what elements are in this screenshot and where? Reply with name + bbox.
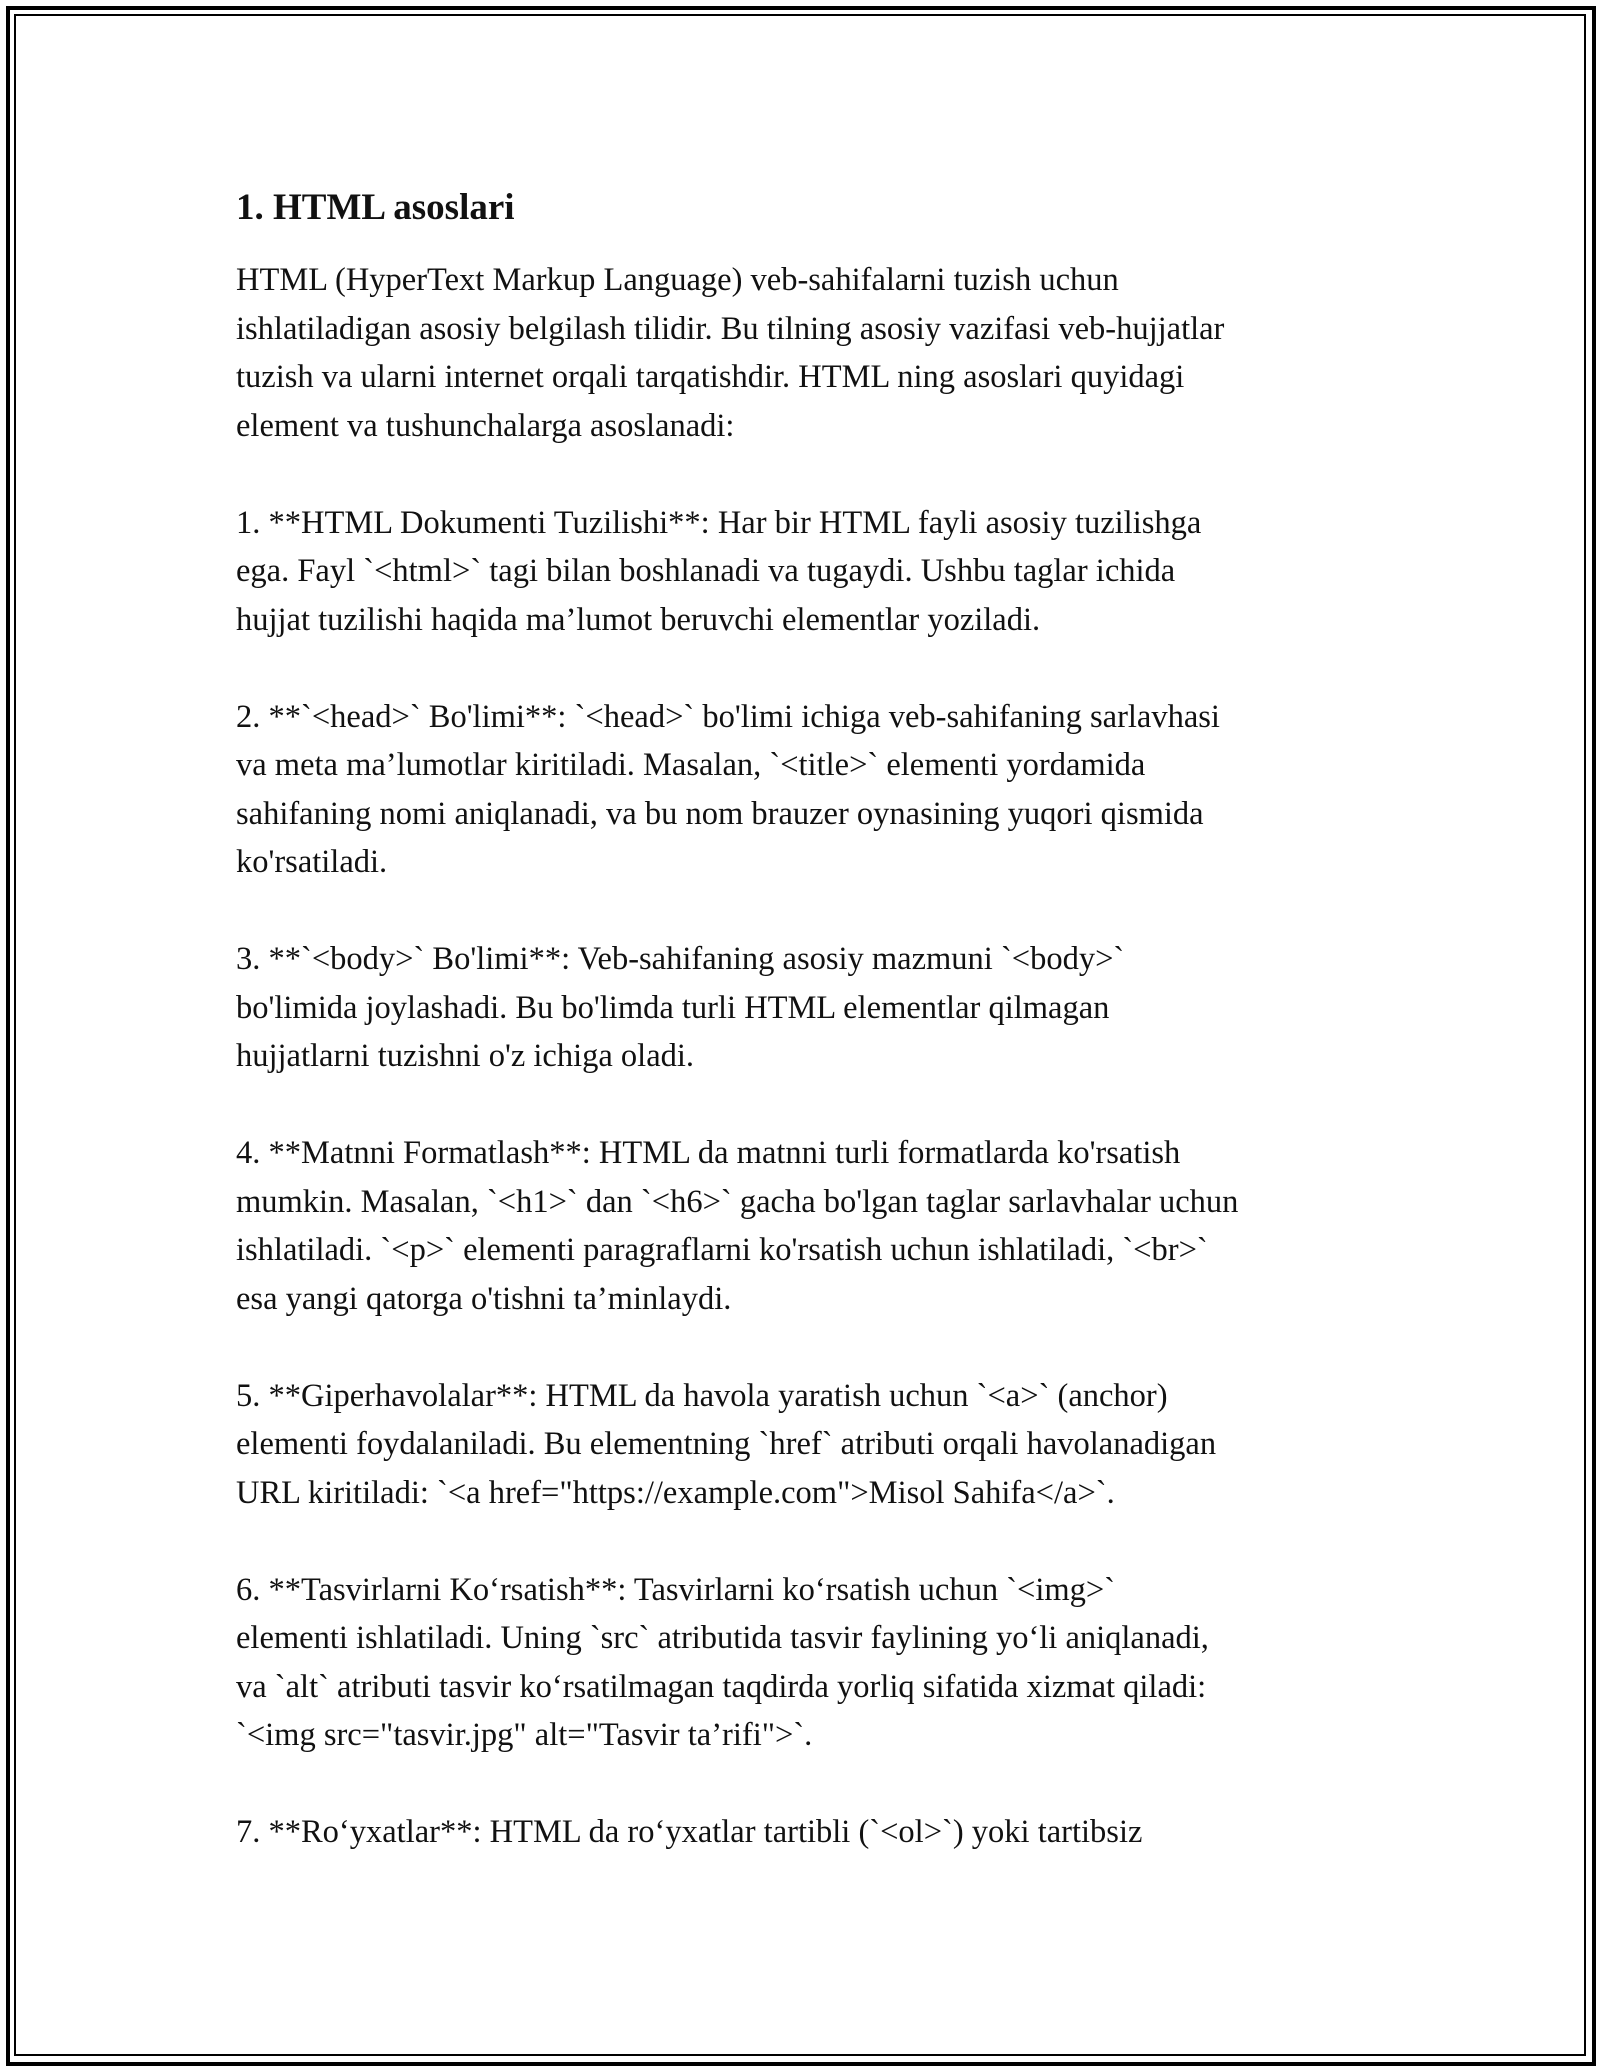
text-line: `<img src="tasvir.jpg" alt="Tasvir ta’rifi">`. <box>236 1717 813 1753</box>
section-heading: 1. HTML asoslari <box>236 187 515 228</box>
text-line: ko'rsatiladi. <box>236 844 388 880</box>
text-line: 2. **`<head>` Bo'limi**: `<head>` bo'limi ichiga veb-sahifaning sarlavhasi <box>236 698 1220 735</box>
text-line: esa yangi qatorga o'tishni ta’minlaydi. <box>236 1280 732 1317</box>
text-line: elementi foydalaniladi. Bu elementning `href` atributi orqali havolanadigan <box>236 1426 1217 1462</box>
text-line: URL kiritiladi: `<a href="https://example.com">Misol Sahifa</a>`. <box>236 1474 1115 1511</box>
list-item-lists <box>236 1808 1376 1857</box>
list-item-text-formatting <box>236 1129 1376 1323</box>
list-item-document-structure <box>236 499 1376 645</box>
text-line: ega. Fayl `<html>` tagi bilan boshlanadi va tugaydi. Ushbu taglar ichida <box>236 553 1176 589</box>
list-item-head-section <box>236 693 1376 887</box>
text-line: hujjat tuzilishi haqida ma’lumot beruvchi elementlar yoziladi. <box>236 601 1041 638</box>
text-line: 7. **Ro‘yxatlar**: HTML da ro‘yxatlar tartibli (`<ol>`) yoki tartibsiz <box>236 1814 1143 1850</box>
text-line: element va tushunchalarga asoslanadi: <box>236 407 735 444</box>
text-line: sahifaning nomi aniqlanadi, va bu nom brauzer oynasining yuqori qismida <box>236 795 1204 832</box>
text-line: bo'limida joylashadi. Bu bo'limda turli HTML elementlar qilmagan <box>236 989 1110 1026</box>
text-line: ishlatiladi. `<p>` elementi paragraflarni ko'rsatish uchun ishlatiladi, `<br>` <box>236 1232 1208 1268</box>
text-line: elementi ishlatiladi. Uning `src` atributida tasvir faylining yo‘li aniqlanadi, <box>236 1620 1209 1656</box>
text-line: 3. **`<body>` Bo'limi**: Veb-sahifaning asosiy mazmuni `<body>` <box>236 941 1125 977</box>
intro-paragraph <box>236 256 1376 450</box>
document-body <box>236 186 1376 1905</box>
list-item-hyperlinks <box>236 1372 1376 1518</box>
text-line: 1. **HTML Dokumenti Tuzilishi**: Har bir HTML fayli asosiy tuzilishga <box>236 504 1202 541</box>
text-line: 6. **Tasvirlarni Ko‘rsatish**: Tasvirlarni ko‘rsatish uchun `<img>` <box>236 1571 1116 1608</box>
text-line: hujjatlarni tuzishni o'z ichiga oladi. <box>236 1038 695 1074</box>
text-line: va `alt` atributi tasvir ko‘rsatilmagan taqdirda yorliq sifatida xizmat qiladi: <box>236 1668 1207 1705</box>
text-line: tuzish va ularni internet orqali tarqatishdir. HTML ning asoslari quyidagi <box>236 359 1185 395</box>
text-line: HTML (HyperText Markup Language) veb-sahifalarni tuzish uchun <box>236 262 1119 298</box>
text-line: mumkin. Masalan, `<h1>` dan `<h6>` gacha bo'lgan taglar sarlavhalar uchun <box>236 1183 1239 1220</box>
text-line: ishlatiladigan asosiy belgilash tilidir. Bu tilning asosiy vazifasi veb-hujjatlar <box>236 310 1225 347</box>
list-item-body-section <box>236 935 1376 1081</box>
text-line: va meta ma’lumotlar kiritiladi. Masalan, `<title>` elementi yordamida <box>236 747 1146 783</box>
text-line: 4. **Matnni Formatlash**: HTML da matnni turli formatlarda ko'rsatish <box>236 1135 1181 1171</box>
text-line: 5. **Giperhavolalar**: HTML da havola yaratish uchun `<a>` (anchor) <box>236 1377 1168 1414</box>
list-item-images <box>236 1566 1376 1760</box>
